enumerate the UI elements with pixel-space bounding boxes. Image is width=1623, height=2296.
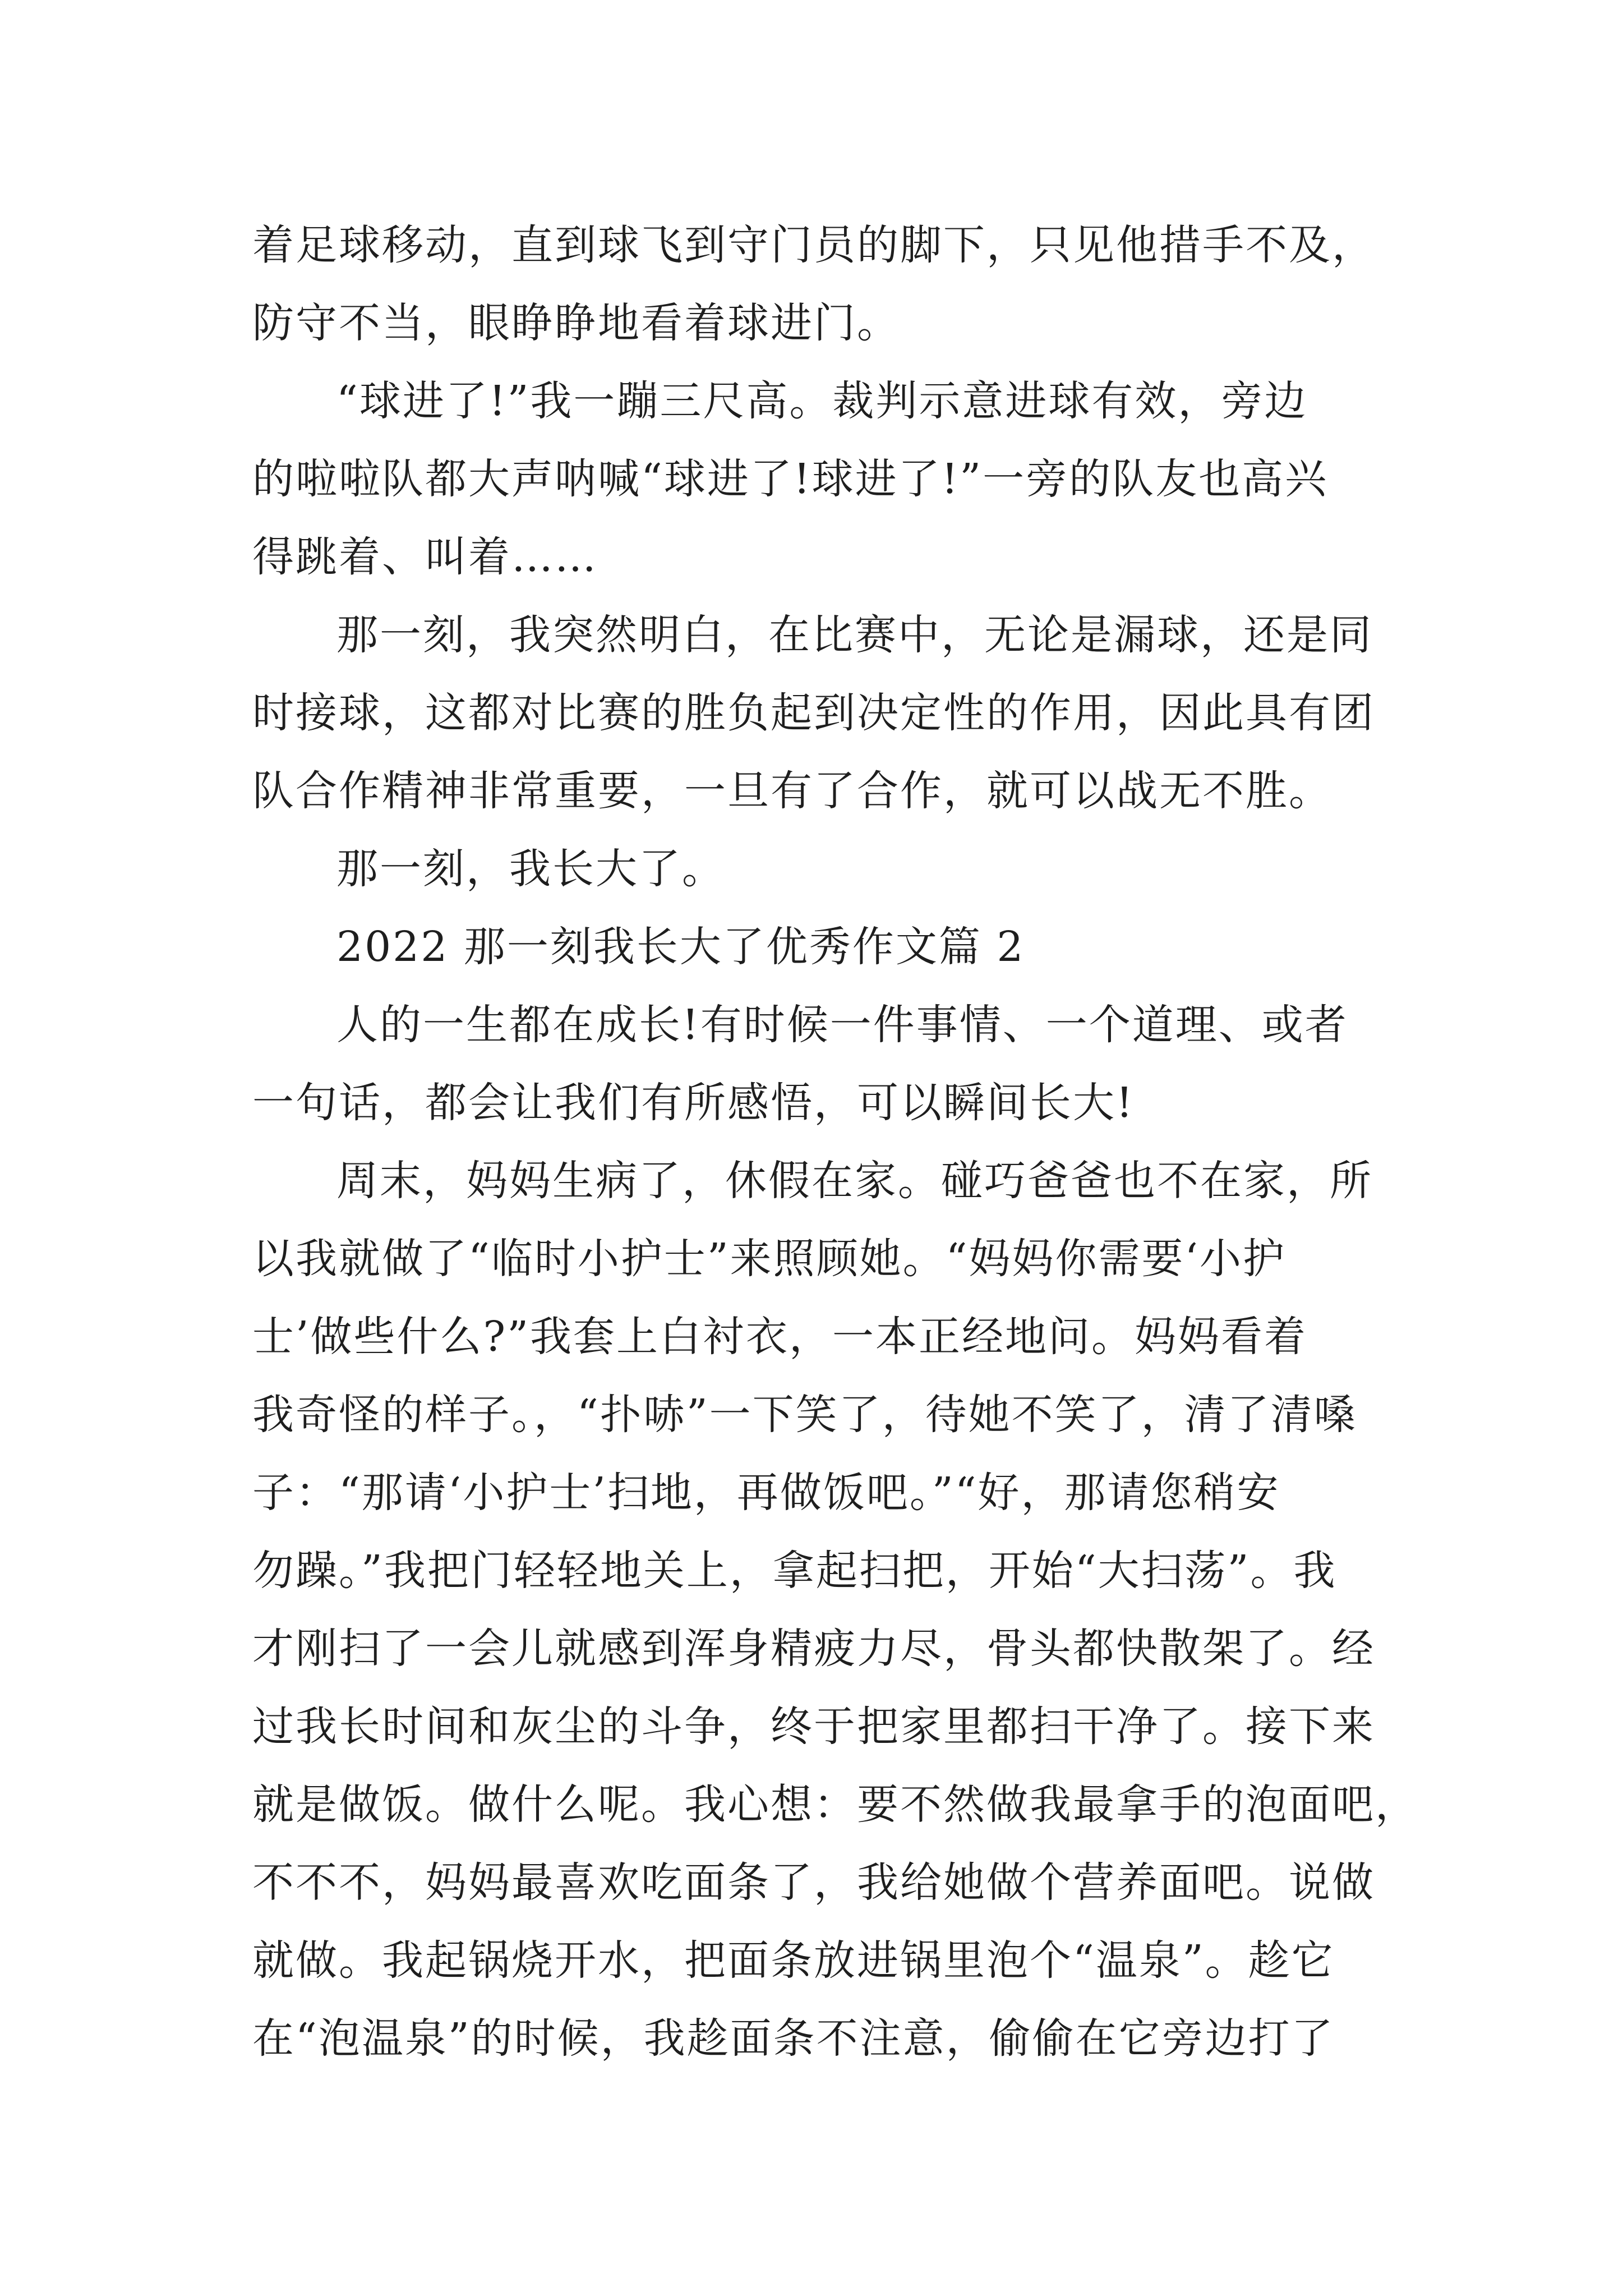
paragraph-start-line: 人的一生都在成长!有时候一件事情、一个道理、或者 xyxy=(336,1001,1348,1049)
text-line: 才刚扫了一会儿就感到浑身精疲力尽，骨头都快散架了。经 xyxy=(252,1625,1375,1673)
text-line: 就做。我起锅烧开水，把面条放进锅里泡个“温泉”。趁它 xyxy=(252,1936,1335,1985)
text-line: 防守不当，眼睁睁地看着球进门。 xyxy=(252,299,900,347)
paragraph-start-line: “球进了!”我一蹦三尺高。裁判示意进球有效，旁边 xyxy=(336,377,1308,425)
text-line: 士’做些什么?”我套上白衬衣，一本正经地问。妈妈看着 xyxy=(252,1313,1308,1361)
text-line: 队合作精神非常重要，一旦有了合作，就可以战无不胜。 xyxy=(252,767,1332,815)
paragraph-start-line: 那一刻，我突然明白，在比赛中，无论是漏球，还是同 xyxy=(336,611,1373,659)
text-line: 一句话，都会让我们有所感悟，可以瞬间长大! xyxy=(252,1079,1135,1127)
text-line: 就是做饭。做什么呢。我心想：要不然做我最拿手的泡面吧， xyxy=(252,1780,1418,1829)
essay-text xyxy=(252,206,1418,2078)
text-line: 得跳着、叫着…… xyxy=(252,533,598,581)
paragraph-start-line: 周末，妈妈生病了，休假在家。碰巧爸爸也不在家，所 xyxy=(336,1157,1373,1205)
text-line: 以我就做了“临时小护士”来照顾她。“妈妈你需要‘小护 xyxy=(252,1235,1287,1283)
paragraph-line: 那一刻，我长大了。 xyxy=(336,845,725,893)
text-line: 我奇怪的样子。，“扑哧”一下笑了，待她不笑了，清了清嗓 xyxy=(252,1391,1357,1439)
text-line: 的啦啦队都大声呐喊“球进了!球进了!”一旁的队友也高兴 xyxy=(252,455,1329,503)
text-line: 着足球移动，直到球飞到守门员的脚下，只见他措手不及， xyxy=(252,221,1375,269)
text-line: 在“泡温泉”的时候，我趁面条不注意，偷偷在它旁边打了 xyxy=(252,2014,1335,2063)
text-line: 不不不，妈妈最喜欢吃面条了，我给她做个营养面吧。说做 xyxy=(252,1858,1375,1907)
text-line: 过我长时间和灰尘的斗争，终于把家里都扫干净了。接下来 xyxy=(252,1703,1375,1751)
text-line: 子：“那请‘小护士’扫地，再做饭吧。”“好，那请您稍安 xyxy=(252,1469,1280,1517)
text-line: 勿躁。”我把门轻轻地关上，拿起扫把，开始“大扫荡”。我 xyxy=(252,1547,1337,1595)
section-heading: 2022 那一刻我长大了优秀作文篇 2 xyxy=(336,923,1025,971)
text-line: 时接球，这都对比赛的胜负起到决定性的作用，因此具有团 xyxy=(252,689,1375,737)
